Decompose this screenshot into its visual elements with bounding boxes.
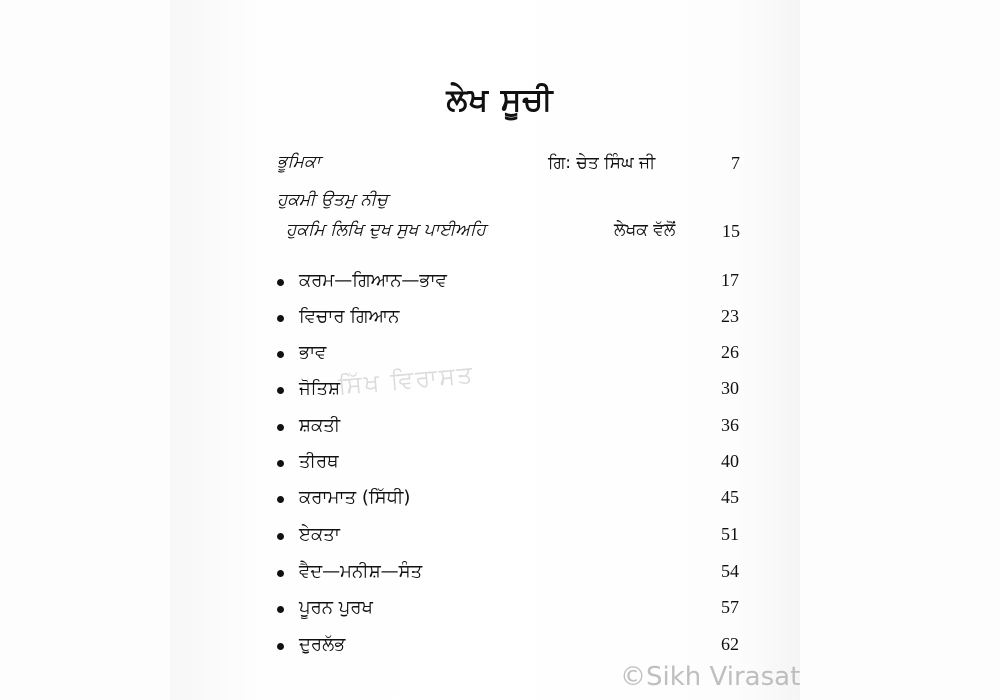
intro-page-author-note: 15 [722,221,740,241]
intro-title-line2: ਹੁਕਮਿ ਲਿਖਿ ਦੁਖ ਸੁਖ ਪਾਈਅਹਿ [286,220,486,240]
bullet-icon [277,533,284,540]
bullet-icon [277,460,284,467]
toc-entry [277,342,747,368]
toc-entry-title: ਪੂਰਨ ਪੁਰਖ [299,597,373,618]
intro-author-preface: ਗਿ: ਚੇਤ ਸਿੰਘ ਜੀ [548,153,656,173]
toc-entry [277,634,747,660]
toc-entry [277,561,747,587]
toc-entry-title: ਜੋਤਿਸ਼ [299,378,341,399]
bullet-icon [277,606,284,613]
toc-entry [277,270,747,296]
toc-entry-title: ਕਰਮ—ਗਿਆਨ—ਭਾਵ [299,270,447,291]
toc-entry [277,306,747,332]
toc-entry-title: ਤੀਰਥ [299,451,339,472]
toc-entry-page: 51 [721,524,739,544]
toc-entry-title: ਏਕਤਾ [299,524,340,545]
toc-entry-title: ਵੈਦ—ਮਨੀਸ਼—ਸੰਤ [299,561,423,582]
bullet-icon [277,315,284,322]
bullet-icon [277,351,284,358]
bullet-icon [277,424,284,431]
bullet-icon [277,570,284,577]
bullet-icon [277,496,284,503]
toc-entry [277,487,747,513]
intro-title-preface: ਭੂਮਿਕਾ [277,152,321,172]
toc-entry-page: 62 [721,634,739,654]
intro-author-author-note: ਲੇਖਕ ਵੱਲੋਂ [614,220,676,240]
toc-entry [277,597,747,623]
toc-entry-page: 45 [721,487,739,507]
toc-entry-page: 17 [721,270,739,290]
bullet-icon [277,643,284,650]
toc-entry-page: 57 [721,597,739,617]
toc-entry-title: ਵਿਚਾਰ ਗਿਆਨ [299,306,400,327]
bullet-icon [277,279,284,286]
toc-entry-page: 54 [721,561,739,581]
toc-entry-title: ਭਾਵ [299,342,327,363]
watermark-gurmukhi: ਸਿੱਖ ਵਿਰਾਸਤ [337,360,476,400]
toc-entry [277,524,747,550]
page-title: ਲੇਖ ਸੂਚੀ [446,82,554,118]
intro-title-line1: ਹੁਕਮੀ ਉਤਮੁ ਨੀਚੁ [277,190,388,210]
toc-entry-page: 26 [721,342,739,362]
toc-entry-page: 40 [721,451,739,471]
toc-entry-page: 30 [721,378,739,398]
toc-entry-title: ਦੁਰਲੱਭ [299,634,346,655]
toc-entry-title: ਕਰਾਮਾਤ (ਸਿੱਧੀ) [299,487,411,508]
bullet-icon [277,387,284,394]
toc-entry-page: 36 [721,415,739,435]
toc-entry-title: ਸ਼ਕਤੀ [299,415,341,436]
toc-entry [277,451,747,477]
intro-page-preface: 7 [731,153,740,173]
toc-entry [277,415,747,441]
toc-entry-page: 23 [721,306,739,326]
watermark-copyright: ©Sikh Virasat [620,662,801,692]
